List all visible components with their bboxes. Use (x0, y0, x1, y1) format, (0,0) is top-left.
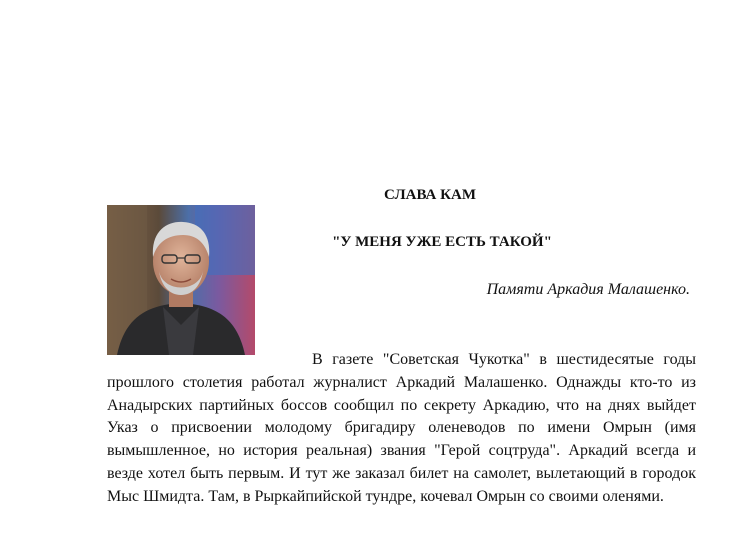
paragraph-text: В газете "Советская Чукотка" в шестидесятые годы прошлого столетия работал журналист Аркадий Малашенко. Однажды кто-то из Анадырских партийных боссов сообщил по секрету Аркадию, что на днях выйдет Указ о присвоении молодому бригадиру оленеводов по имени Омрын (имя вымышленное, но история реальная) звания "Герой соцтруда". Аркадий всегда и везде хотел быть первым. И тут же заказал билет на самолет, вылетающий в городок Мыс Шмидта. Там, в Рыркайпийской тундре, кочевал Омрын со своими оленями. (107, 351, 696, 505)
dedication: Памяти Аркадия Малашенко. (486, 281, 690, 298)
author-photo (107, 205, 255, 355)
author-name: СЛАВА КАМ (384, 187, 476, 203)
article-paragraph (107, 349, 696, 509)
article-title: "У МЕНЯ УЖЕ ЕСТЬ ТАКОЙ" (332, 234, 552, 250)
